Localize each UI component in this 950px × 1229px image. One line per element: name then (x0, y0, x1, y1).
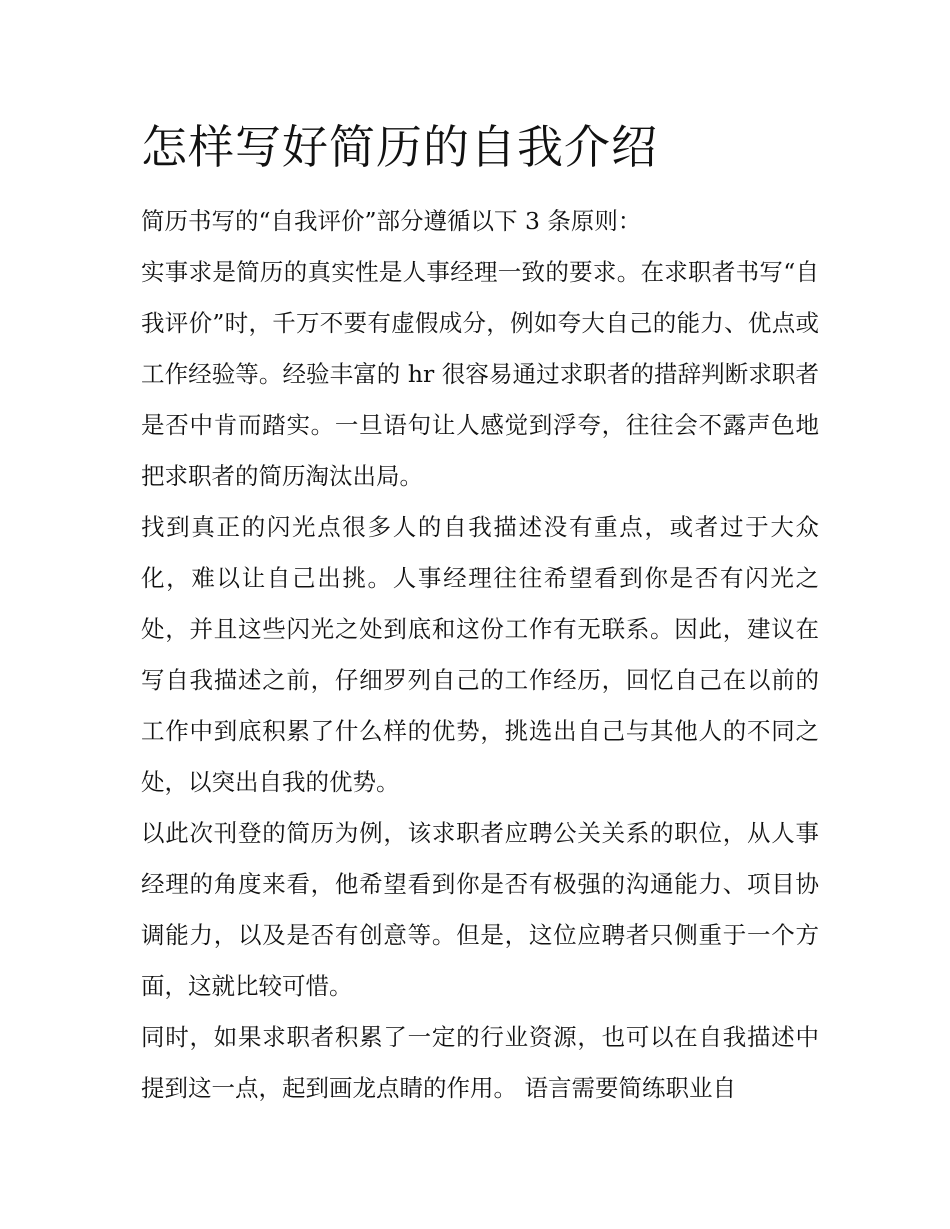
document-title: 怎样写好简历的自我介绍 (141, 120, 658, 174)
paragraph-highlights: 找到真正的闪光点很多人的自我描述没有重点，或者过于大众化，难以让自己出挑。人事经理往往希望看到你是否有闪光之处，并且这些闪光之处到底和这份工作有无联系。因此，建议在写自我描述之前，仔细罗列自己的工作经历，回忆自己在以前的工作中到底积累了什么样的优势，挑选出自己与其他人的不同之处，以突出自我的优势。 (141, 513, 819, 796)
paragraph-resources: 同时，如果求职者积累了一定的行业资源，也可以在自我描述中提到这一点，起到画龙点睛的作用。 语言需要简练职业自 (141, 1023, 819, 1102)
paragraph-intro: 简历书写的“自我评价”部分遵循以下 3 条原则： (141, 207, 642, 235)
document-body (141, 196, 819, 1114)
paragraph-example: 以此次刊登的简历为例，该求职者应聘公关关系的职位，从人事经理的角度来看，他希望看到你是否有极强的沟通能力、项目协调能力，以及是否有创意等。但是，这位应聘者只侧重于一个方面，这就比较可惜。 (141, 819, 819, 1000)
paragraph-truthfulness: 实事求是简历的真实性是人事经理一致的要求。在求职者书写“自我评价”时，千万不要有虚假成分，例如夸大自己的能力、优点或工作经验等。经验丰富的 hr 很容易通过求职者的措辞判断求职者是否中肯而踏实。一旦语句让人感觉到浮夸，往往会不露声色地把求职者的简历淘汰出局。 (141, 258, 819, 490)
